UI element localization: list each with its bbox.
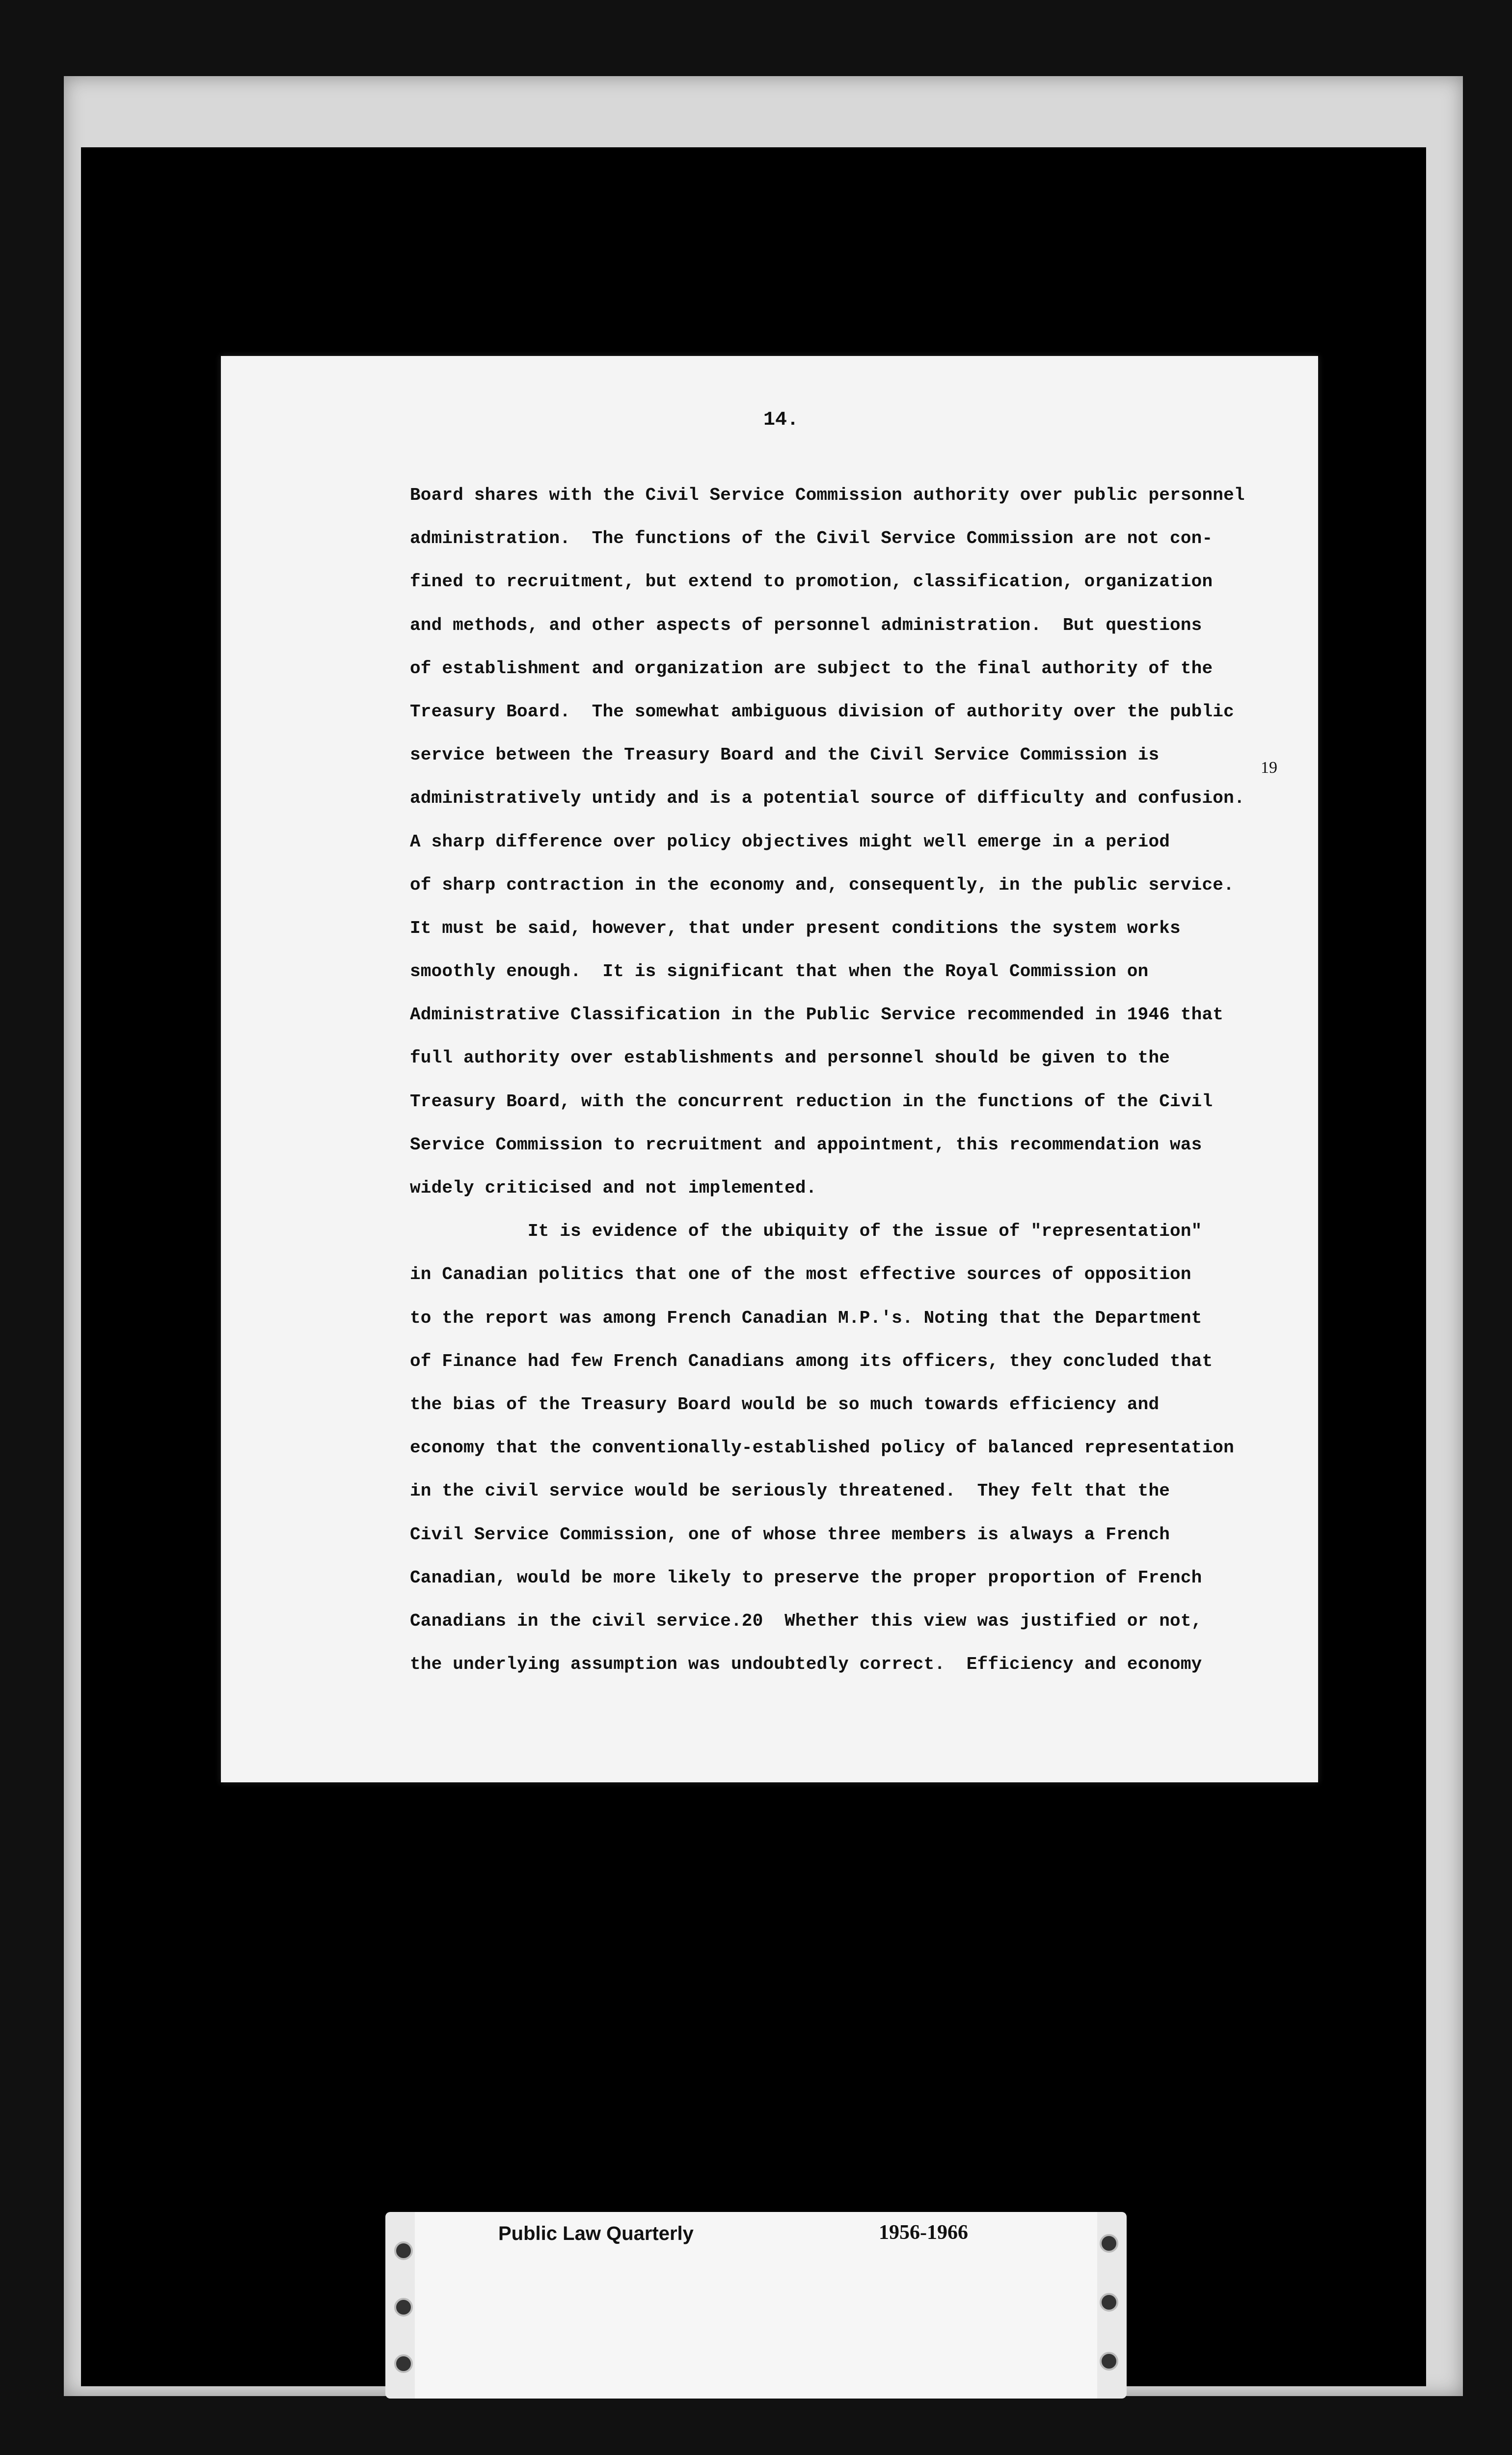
text-line: Administrative Classification in the Public Service recommended in 1946 that — [410, 1005, 1224, 1025]
text-line: service between the Treasury Board and the Civil Service Commission is — [410, 745, 1160, 765]
text-line: It must be said, however, that under present conditions the system works — [410, 918, 1181, 938]
punch-hole-icon — [394, 2354, 413, 2373]
label-title: Public Law Quarterly — [498, 2223, 694, 2244]
text-line: widely criticised and not implemented. — [410, 1178, 817, 1198]
text-line: administratively untidy and is a potential source of difficulty and confusion. — [410, 788, 1245, 809]
text-line: of Finance had few French Canadians among its officers, they concluded that — [410, 1351, 1213, 1371]
text-line: and methods, and other aspects of personnel administration. But questions — [410, 615, 1202, 635]
punch-hole-icon — [1100, 2234, 1118, 2253]
text-line: economy that the conventionally-established policy of balanced representation — [410, 1438, 1234, 1458]
text-line: Board shares with the Civil Service Commission authority over public personnel — [410, 485, 1245, 505]
document-page — [221, 356, 1318, 1782]
page-number: 14. — [763, 409, 799, 431]
text-line: Civil Service Commission, one of whose three members is always a French — [410, 1524, 1170, 1545]
text-line: in Canadian politics that one of the most effective sources of opposition — [410, 1264, 1191, 1285]
punch-hole-icon — [394, 2241, 413, 2260]
text-line: fined to recruitment, but extend to promotion, classification, organization — [410, 572, 1213, 592]
punch-hole-icon — [1100, 2352, 1118, 2371]
text-line: the underlying assumption was undoubtedly correct. Efficiency and economy — [410, 1654, 1202, 1675]
text-line: Canadians in the civil service.20 Whether this view was justified or not, — [410, 1610, 1202, 1631]
text-line: smoothly enough. It is significant that when the Royal Commission on — [410, 961, 1149, 982]
text-line: A sharp difference over policy objectives might well emerge in a period — [410, 831, 1170, 852]
text-line: the bias of the Treasury Board would be so much towards efficiency and — [410, 1394, 1160, 1415]
text-line: in the civil service would be seriously threatened. They felt that the — [410, 1481, 1170, 1501]
text-line: full authority over establishments and personnel should be given to the — [410, 1048, 1170, 1068]
text-line: It is evidence of the ubiquity of the issue of "representation" — [410, 1221, 1202, 1242]
text-line: Treasury Board, with the concurrent reduction in the functions of the Civil — [410, 1091, 1213, 1112]
text-line: Service Commission to recruitment and appointment, this recommendation was — [410, 1134, 1202, 1155]
punch-hole-icon — [394, 2298, 413, 2317]
archive-label-card — [385, 2212, 1127, 2399]
text-line: to the report was among French Canadian M.P.'s. Noting that the Department — [410, 1308, 1202, 1328]
punch-hole-icon — [1100, 2293, 1118, 2312]
text-line: of sharp contraction in the economy and, consequently, in the public service. — [410, 874, 1234, 895]
text-line: Treasury Board. The somewhat ambiguous division of authority over the public — [410, 701, 1234, 722]
margin-footnote-marker: 19 — [1261, 759, 1277, 777]
text-line: Canadian, would be more likely to preserve the proper proportion of French — [410, 1567, 1202, 1588]
text-line: administration. The functions of the Civil Service Commission are not con- — [410, 528, 1213, 549]
body-text — [410, 474, 1269, 1686]
text-line: of establishment and organization are subject to the final authority of the — [410, 658, 1213, 679]
label-years: 1956-1966 — [879, 2221, 968, 2244]
